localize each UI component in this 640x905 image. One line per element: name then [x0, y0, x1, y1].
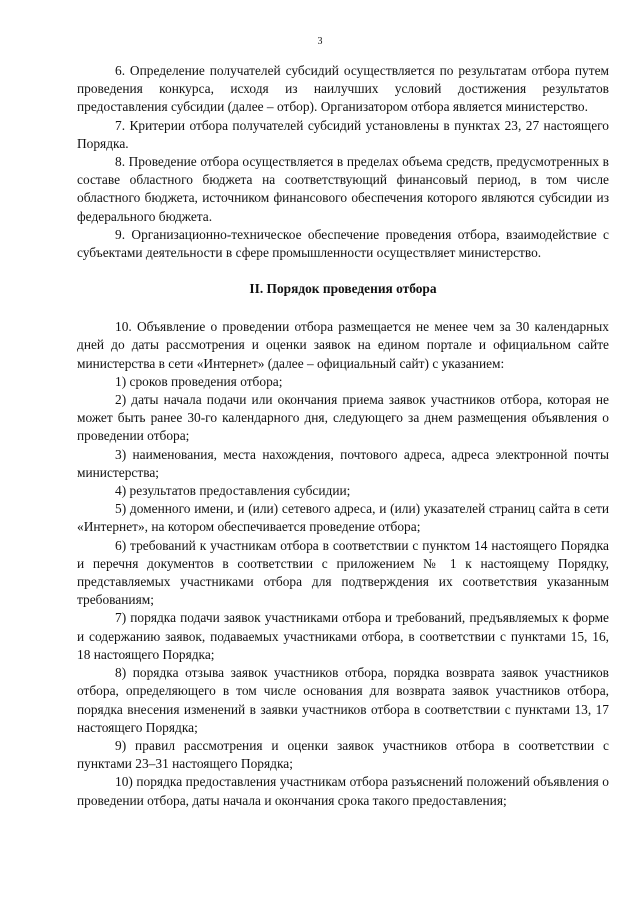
list-item-4: 4) результатов предоставления субсидии;	[115, 483, 351, 499]
paragraph-8: 8. Проведение отбора осуществляется в пределах объема средств, предусмотренных в составе областного бюджета на соответствующий финансовый период, в том числе областного бюджета, источником финансового обеспечения которого являются субсидии из федерального бюджета.	[77, 154, 609, 224]
list-item-6: 6) требований к участникам отбора в соответствии с пунктом 14 настоящего Порядка и перечня документов в соответствии с приложением № 1 к настоящему Порядку, представляемых участниками отбора для подтверждения их соответствия указанным требованиям;	[77, 537, 609, 608]
section-heading: II. Порядок проведения отбора	[249, 281, 437, 297]
document-body	[77, 62, 609, 810]
paragraph-6: 6. Определение получателей субсидий осуществляется по результатам отбора путем проведения конкурса, исходя из наилучших условий достижения результатов предоставления субсидии (далее – отбор). Организатором отбора является министерство.	[77, 63, 609, 115]
list-item-1: 1) сроков проведения отбора;	[115, 373, 283, 389]
paragraph-7: 7. Критерии отбора получателей субсидий установлены в пунктах 23, 27 настоящего Порядка.	[77, 117, 609, 151]
list-item-2: 2) даты начала подачи или окончания приема заявок участников отбора, которая не может быть ранее 30-го календарного дня, следующего за днем размещения объявления о проведении отбора;	[77, 392, 609, 444]
paragraph-9: 9. Организационно-техническое обеспечение проведения отбора, взаимодействие с субъектами деятельности в сфере промышленности осуществляет министерство.	[77, 226, 609, 261]
list-item-8: 8) порядка отзыва заявок участников отбора, порядка возврата заявок участников отбора, определяющего в том числе основания для возврата заявок участников отбора, порядка внесения изменений в заявки участников отбора в соответствии с пунктами 13, 17 настоящего Порядка;	[77, 665, 609, 735]
list-item-9: 9) правил рассмотрения и оценки заявок участников отбора в соответствии с пунктами 23–31 настоящего Порядка;	[77, 737, 609, 772]
list-item-3: 3) наименования, места нахождения, почтового адреса, адреса электронной почты министерства;	[77, 446, 609, 480]
list-item-5: 5) доменного имени, и (или) сетевого адреса, и (или) указателей страниц сайта в сети «Интернет», на котором обеспечивается проведение отбора;	[77, 501, 609, 535]
page-number: 3	[317, 36, 323, 47]
list-item-10: 10) порядка предоставления участникам отбора разъяснений положений объявления о проведении отбора, даты начала и окончания срока такого предоставления;	[77, 774, 609, 808]
paragraph-10: 10. Объявление о проведении отбора размещается не менее чем за 30 календарных дней до даты рассмотрения и оценки заявок на едином портале и официальном сайте министерства в сети «Интернет» (далее – официальный сайт) с указанием:	[77, 319, 609, 371]
list-item-7: 7) порядка подачи заявок участниками отбора и требований, предъявляемых к форме и содержанию заявок, подаваемых участниками отбора, в соответствии с пунктами 15, 16, 18 настоящего Порядка;	[77, 610, 609, 662]
